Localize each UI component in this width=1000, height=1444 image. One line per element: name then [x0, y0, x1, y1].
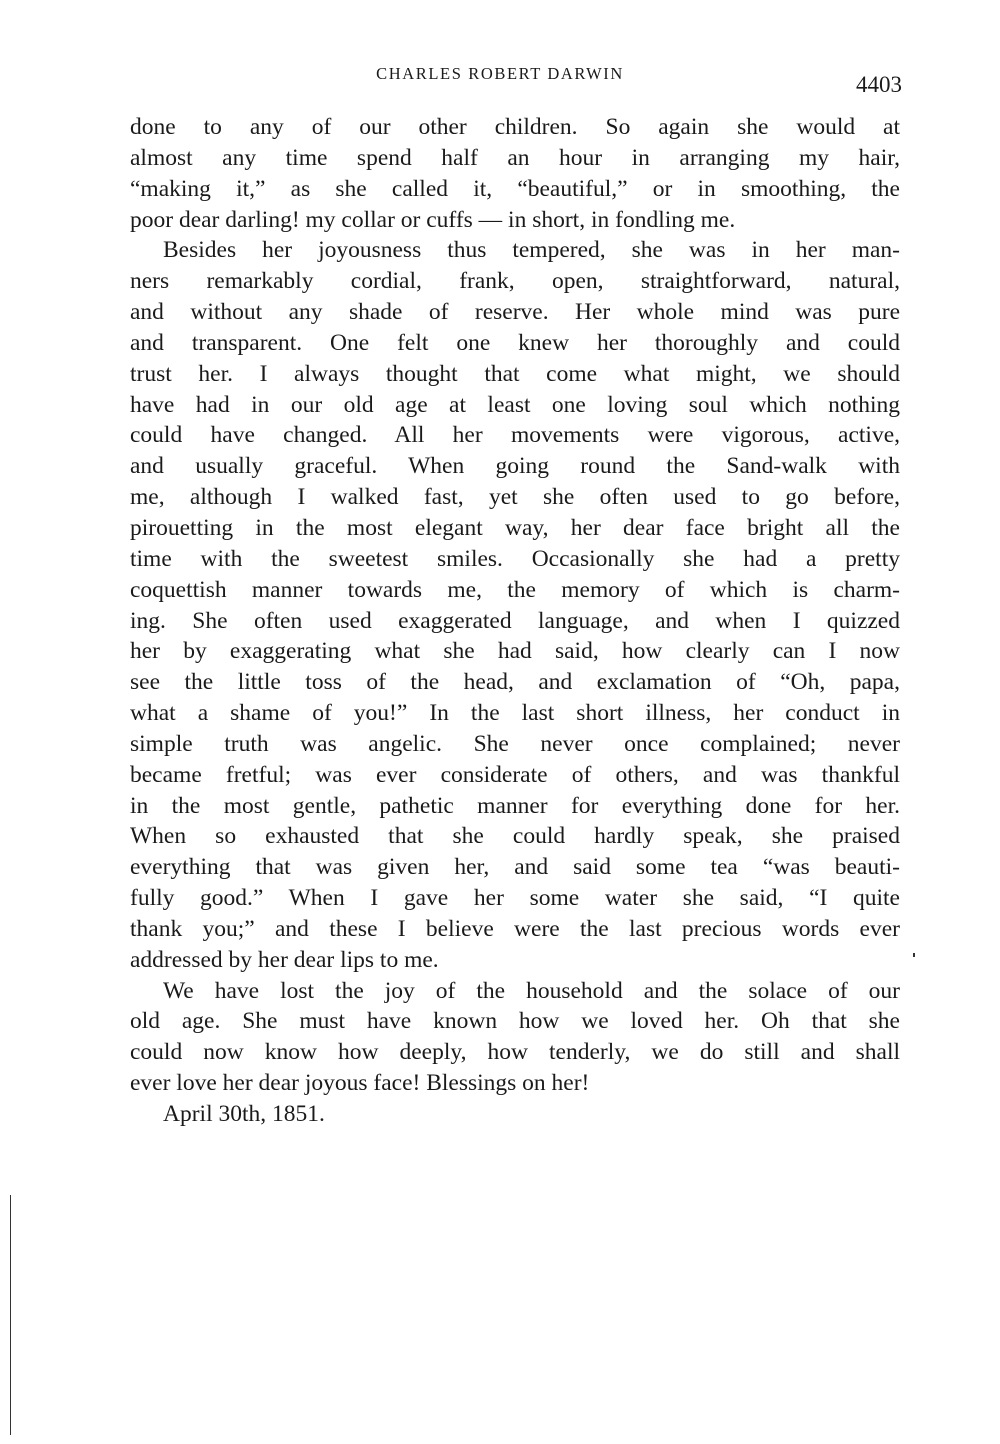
text-line: time with the sweetest smiles. Occasionally she had a pretty [130, 545, 900, 572]
text-line: trust her. I always thought that come what might, we should [130, 360, 900, 387]
page-body [130, 112, 900, 1130]
text-line: ever love her dear joyous face! Blessings on her! [130, 1070, 590, 1097]
text-line: April 30th, 1851. [163, 1101, 325, 1127]
text-line: and usually graceful. When going round the Sand-walk with [130, 453, 900, 480]
text-line: everything that was given her, and said some tea “was beauti- [130, 854, 900, 881]
text-line: coquettish manner towards me, the memory of which is charm- [130, 576, 900, 603]
running-title: CHARLES ROBERT DARWIN [376, 64, 624, 83]
text-line: ners remarkably cordial, frank, open, straightforward, natural, [130, 268, 900, 295]
scan-speck [913, 953, 915, 957]
text-line: poor dear darling! my collar or cuffs — in short, in fondling me. [130, 206, 736, 233]
text-line: old age. She must have known how we loved her. Oh that she [130, 1008, 900, 1035]
text-line: see the little toss of the head, and exclamation of “Oh, papa, [130, 669, 900, 696]
text-line: ing. She often used exaggerated language, and when I quizzed [130, 607, 900, 634]
text-line: could have changed. All her movements were vigorous, active, [130, 422, 900, 449]
text-line: in the most gentle, pathetic manner for everything done for her. [130, 792, 900, 819]
text-line: simple truth was angelic. She never once complained; never [130, 730, 900, 757]
text-line: fully good.” When I gave her some water she said, “I quite [130, 885, 900, 912]
text-line: We have lost the joy of the household and the solace of our [163, 977, 900, 1004]
text-line: and transparent. One felt one knew her thoroughly and could [130, 329, 900, 356]
text-line: done to any of our other children. So again she would at [130, 114, 900, 140]
text-line: have had in our old age at least one loving soul which nothing [130, 391, 900, 418]
text-line: could now know how deeply, how tenderly, we do still and shall [130, 1039, 900, 1066]
text-line: addressed by her dear lips to me. [130, 946, 439, 973]
text-line: “making it,” as she called it, “beautiful,” or in smoothing, the [130, 175, 900, 202]
text-line: almost any time spend half an hour in arranging my hair, [130, 144, 900, 171]
text-line: When so exhausted that she could hardly speak, she praised [130, 823, 900, 850]
scan-margin-line [10, 1195, 11, 1435]
text-line: her by exaggerating what she had said, how clearly can I now [130, 638, 900, 665]
text-line: Besides her joyousness thus tempered, she was in her man- [163, 237, 900, 264]
text-line: and without any shade of reserve. Her whole mind was pure [130, 299, 900, 326]
text-line: me, although I walked fast, yet she often used to go before, [130, 484, 900, 511]
text-line: pirouetting in the most elegant way, her dear face bright all the [130, 514, 900, 541]
text-line: what a shame of you!” In the last short illness, her conduct in [130, 700, 900, 727]
page-number: 4403 [856, 72, 902, 97]
text-line: became fretful; was ever considerate of others, and was thankful [130, 761, 900, 788]
text-line: thank you;” and these I believe were the last precious words ever [130, 915, 900, 942]
